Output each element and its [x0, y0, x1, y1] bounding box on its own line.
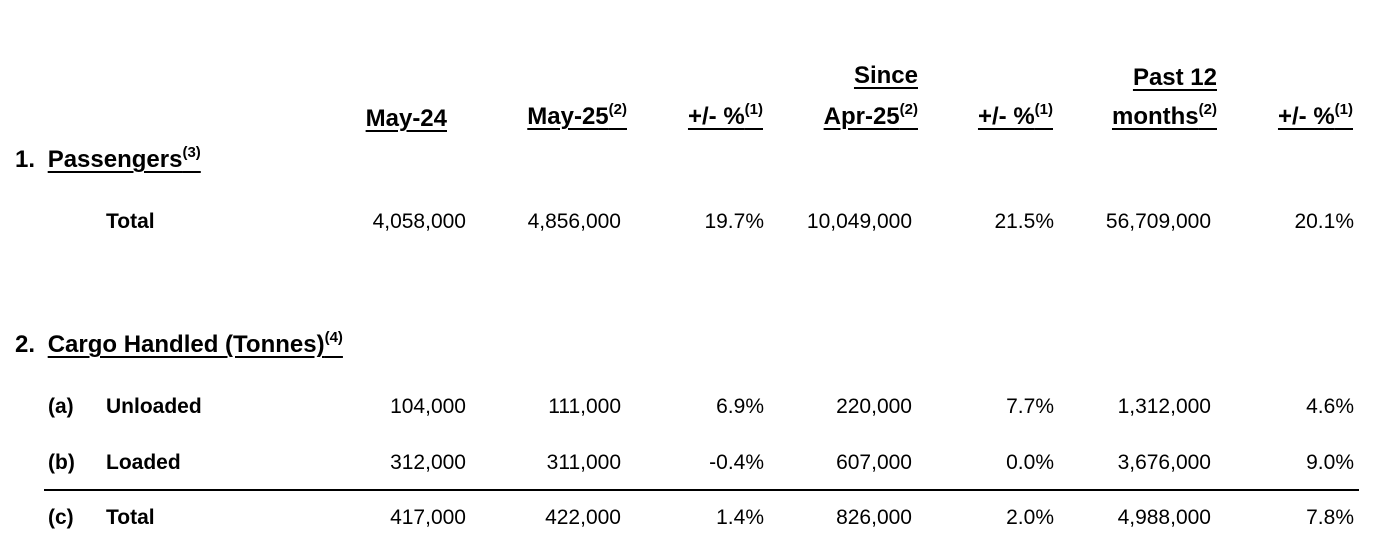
cell-may24: 4,058,000 [372, 210, 466, 233]
row-label: Total [106, 210, 155, 233]
section-cargo-heading [15, 331, 343, 359]
col-header-months-sup: (2) [1198, 101, 1217, 118]
col-header-change-3-sup: (1) [1334, 101, 1353, 118]
cell-apr25: 220,000 [836, 395, 912, 418]
cell-change-3: 20.1% [1294, 210, 1354, 233]
col-header-may25: May-25$^{(2)}$ [527, 101, 627, 130]
cell-change-2: 0.0% [1006, 451, 1054, 474]
cell-may25: 4,856,000 [527, 210, 621, 233]
section-number: 2. [15, 331, 36, 358]
col-header-apr25: Apr-25$^{(2)}$ [823, 101, 918, 130]
col-header-change-3: +/- %$^{(1)}$ [1277, 101, 1353, 130]
cell-may25: 422,000 [545, 506, 621, 529]
cell-change-1: 19.7% [704, 210, 764, 233]
col-header-apr25-sup: (2) [899, 101, 918, 118]
cell-apr25: 826,000 [836, 506, 912, 529]
cell-change-2: 7.7% [1006, 395, 1054, 418]
cell-change-3: 4.6% [1306, 395, 1354, 418]
cell-change-1: 1.4% [716, 506, 764, 529]
cell-change-2: 21.5% [994, 210, 1054, 233]
row-label: Unloaded [106, 395, 202, 418]
cell-past12: 4,988,000 [1117, 506, 1211, 529]
cell-apr25: 10,049,000 [806, 210, 912, 233]
cell-may25: 111,000 [548, 395, 621, 418]
col-header-past12: Past 12 [1132, 64, 1217, 91]
col-header-may24: May-24 [365, 105, 447, 132]
col-header-months: months$^{(2)}$ [1111, 101, 1217, 130]
cell-may24: 104,000 [390, 395, 466, 418]
section-number: 1. [15, 146, 36, 173]
row-label: Total [106, 506, 155, 529]
cell-may24: 312,000 [390, 451, 466, 474]
cell-may24: 417,000 [390, 506, 466, 529]
cell-change-1: 6.9% [716, 395, 764, 418]
row-key: (b) [48, 451, 75, 474]
cell-change-3: 9.0% [1306, 451, 1354, 474]
cell-apr25: 607,000 [836, 451, 912, 474]
cell-change-3: 7.8% [1306, 506, 1354, 529]
cell-past12: 3,676,000 [1117, 451, 1211, 474]
col-header-since: Since [853, 62, 918, 89]
total-divider [44, 489, 1359, 491]
section-passengers-heading [15, 146, 201, 174]
cell-change-1: -0.4% [709, 451, 764, 474]
cell-change-2: 2.0% [1006, 506, 1054, 529]
row-key: (a) [48, 395, 74, 418]
col-header-may25-sup: (2) [608, 101, 627, 118]
row-label: Loaded [106, 451, 181, 474]
col-header-change-1-sup: (1) [744, 101, 763, 118]
col-header-change-1: +/- %$^{(1)}$ [687, 101, 763, 130]
col-header-change-2: +/- %$^{(1)}$ [977, 101, 1053, 130]
cell-past12: 1,312,000 [1117, 395, 1211, 418]
col-header-change-2-sup: (1) [1034, 101, 1053, 118]
row-key: (c) [48, 506, 74, 529]
section-title: Cargo Handled (Tonnes)$^{(4)}$ [47, 329, 343, 358]
cell-may25: 311,000 [546, 451, 621, 474]
cell-past12: 56,709,000 [1105, 210, 1211, 233]
section-title: Passengers$^{(3)}$ [47, 144, 201, 173]
